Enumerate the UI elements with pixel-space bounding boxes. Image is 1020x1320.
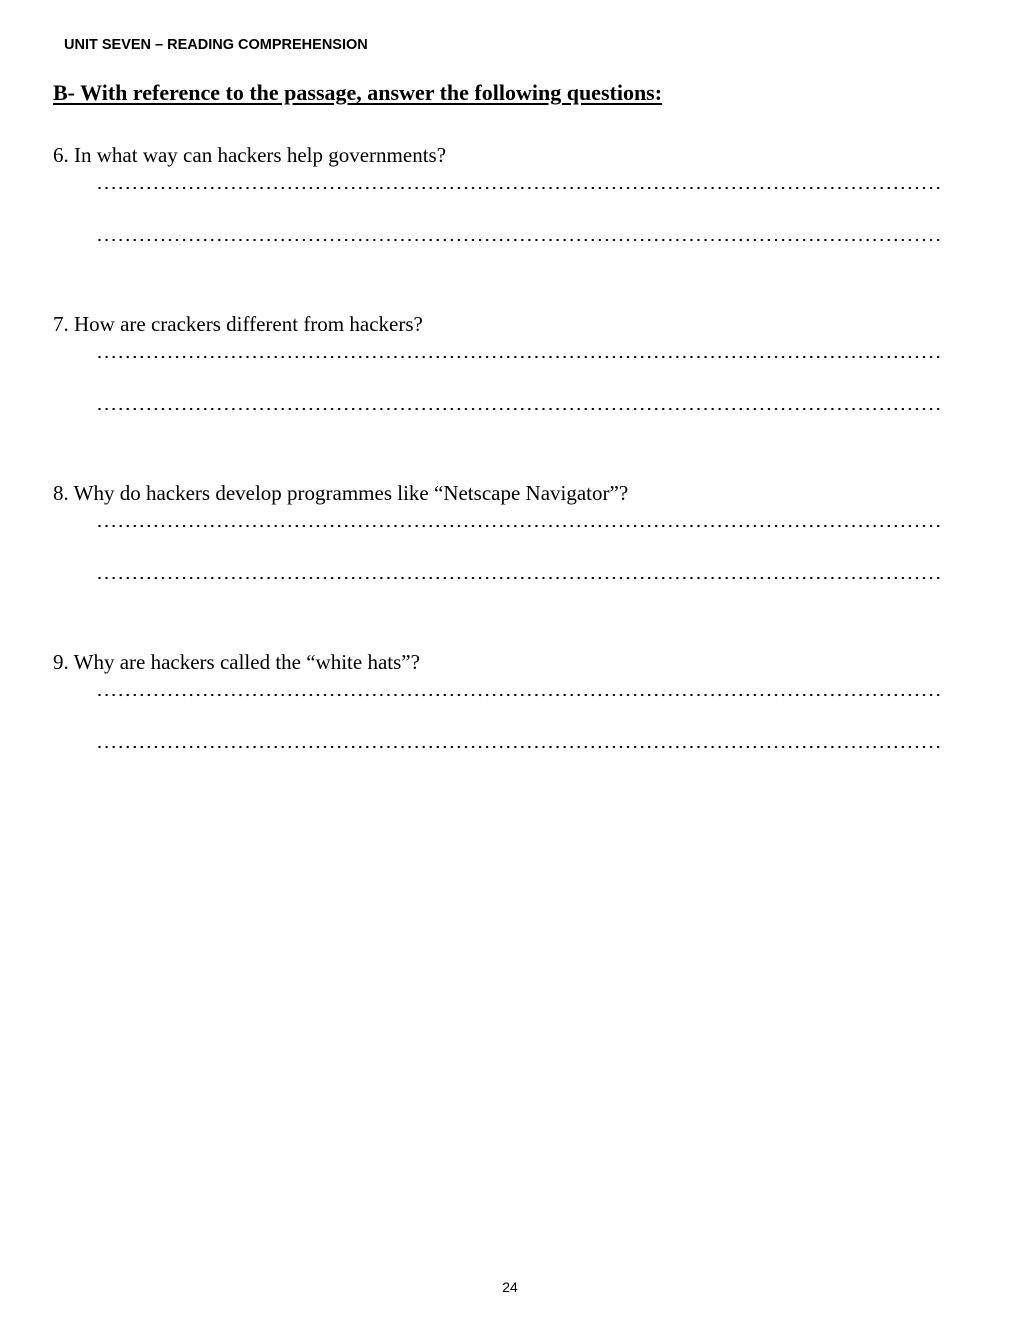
answer-line[interactable] [96, 693, 942, 697]
page-number: 24 [502, 1279, 518, 1295]
question-block [53, 143, 953, 273]
unit-header: UNIT SEVEN – READING COMPREHENSION [64, 37, 368, 53]
answer-line[interactable] [96, 745, 942, 749]
answer-line[interactable] [96, 524, 942, 528]
section-instruction: B- With reference to the passage, answer the following questions: [53, 80, 663, 105]
question-text: 7. How are crackers different from hackers? [53, 312, 423, 336]
answer-line[interactable] [96, 186, 942, 190]
answer-line[interactable] [96, 355, 942, 359]
answer-line[interactable] [96, 407, 942, 411]
question-block [53, 481, 953, 611]
question-text: 6. In what way can hackers help governments? [53, 143, 447, 167]
answer-line[interactable] [96, 576, 942, 580]
question-text: 8. Why do hackers develop programmes like “Netscape Navigator”? [53, 481, 629, 505]
question-text: 9. Why are hackers called the “white hats”? [53, 650, 420, 674]
question-block [53, 312, 953, 442]
question-block [53, 650, 953, 780]
answer-line[interactable] [96, 238, 942, 242]
